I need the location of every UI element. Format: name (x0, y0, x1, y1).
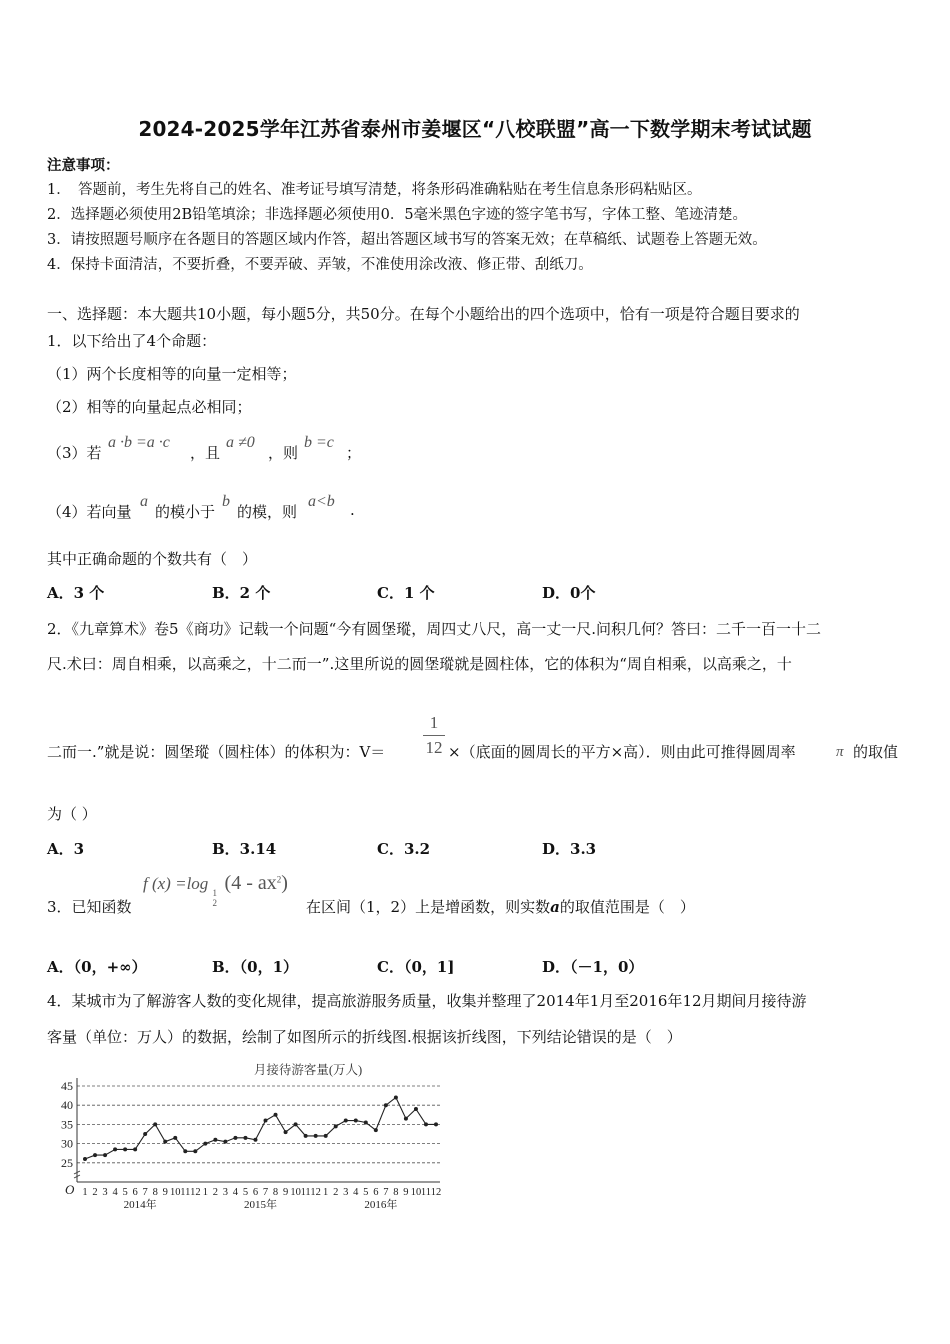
data-point (173, 1136, 177, 1140)
q1-proposition-3-text: ，且 (190, 444, 221, 462)
q1-formula-vector-b: b (222, 493, 230, 510)
q3-stem (306, 896, 695, 917)
q1-formula-equal: b =c (304, 434, 334, 451)
data-point (344, 1119, 348, 1123)
q2-pi-symbol: π (836, 744, 844, 760)
data-point (243, 1136, 247, 1140)
q2-fraction-numerator: 1 (429, 713, 439, 732)
q1-stem: 1．以下给出了4个命题： (47, 332, 217, 350)
data-point (354, 1119, 358, 1123)
notice-item: 2．选择题必须使用2B铅笔填涂；非选择题必须使用0．5毫米黑色字迹的签字笔书写，字体工整、笔迹清楚。 (47, 207, 748, 223)
q3-function-name: f (x) =log (143, 874, 209, 893)
q3-option-d[interactable]: D．（－1，0） (542, 958, 644, 976)
q1-proposition-2: （2）相等的向量起点必相同； (47, 398, 252, 416)
x-tick-label: 10 (290, 1187, 301, 1198)
data-point (324, 1134, 328, 1138)
year-label: 2015年 (244, 1199, 277, 1211)
x-tick-label: 8 (152, 1187, 158, 1198)
data-point (133, 1147, 137, 1151)
page-title: 2024-2025学年江苏省泰州市姜堰区“八校联盟”高一下数学期末考试试题 (138, 117, 812, 141)
q2-option-d[interactable]: D．3.3 (542, 840, 597, 858)
q2-line: 的取值 (853, 743, 899, 761)
x-tick-label: 10 (170, 1187, 181, 1198)
data-point (434, 1122, 438, 1126)
data-point (223, 1140, 227, 1144)
x-tick-label: 5 (242, 1187, 249, 1198)
data-point (404, 1117, 408, 1121)
y-tick-label: 30 (61, 1136, 73, 1151)
data-point (233, 1136, 237, 1140)
data-point (414, 1107, 418, 1111)
x-tick-label: 7 (383, 1187, 389, 1198)
data-point (203, 1142, 207, 1146)
q3-stem: 3．已知函数 (47, 898, 132, 916)
q2-fraction-denominator: 12 (425, 738, 443, 757)
q2-option-a[interactable]: A．3 (47, 840, 85, 858)
q1-formula-vector-a: a (140, 493, 148, 510)
x-tick-label: 10 (410, 1187, 422, 1198)
q3-log-argument: (4 - ax (224, 872, 277, 894)
notice-item: 4．保持卡面清洁，不要折叠，不要弄破、弄皱，不准使用涂改液、修正带、刮纸刀。 (47, 257, 593, 273)
q2-line: 二而一.”就是说：圆堡瑽（圆柱体）的体积为：V＝ (47, 743, 386, 761)
data-point (113, 1147, 117, 1151)
x-tick-label: 11 (300, 1187, 311, 1198)
q1-proposition-4-text: 的模，则 (237, 503, 298, 521)
data-point (314, 1134, 318, 1138)
data-point (183, 1149, 187, 1153)
q1-formula-less: a<b (308, 493, 335, 510)
q1-proposition-4-text: . (350, 501, 355, 519)
q2-option-c[interactable]: C．3.2 (377, 840, 431, 858)
x-tick-label: 3 (102, 1187, 108, 1198)
q2-line: ×（底面的圆周长的平方×高）．则由此可推得圆周率 (448, 743, 796, 761)
data-point (213, 1138, 217, 1142)
x-tick-label: 1 (82, 1187, 88, 1198)
x-tick-label: 7 (262, 1187, 269, 1198)
x-tick-label: 6 (132, 1187, 138, 1198)
data-point (93, 1153, 97, 1157)
q2-line: 尺.术曰：周自相乘，以高乘之，十二而一”.这里所说的圆堡瑽就是圆柱体，它的体积为“周自相乘，以高乘之，十 (47, 655, 792, 673)
q3-log-base-den: 2 (212, 898, 218, 908)
data-point (394, 1096, 398, 1100)
data-point (253, 1138, 257, 1142)
data-point (284, 1130, 288, 1134)
q3-exponent: 2 (276, 874, 282, 885)
x-tick-label: 2 (333, 1187, 339, 1198)
x-tick-label: 4 (232, 1187, 239, 1198)
q2-fraction-bar (423, 735, 445, 736)
q3-stem-part: 的取值范围是（ ） (559, 898, 695, 916)
x-tick-label: 6 (373, 1187, 379, 1198)
x-tick-label: 2 (92, 1187, 98, 1198)
q3-variable-a: a (550, 898, 560, 916)
q1-option-a[interactable]: A．3 个 (47, 584, 105, 602)
q4-line: 4．某城市为了解游客人数的变化规律，提高旅游服务质量，收集并整理了2014年1月至2016年12月期间月接待游 (47, 992, 807, 1010)
x-tick-label: 4 (353, 1187, 359, 1198)
x-tick-label: 12 (430, 1187, 442, 1198)
q1-proposition-4-text: （4）若向量 (47, 503, 132, 521)
notice-item: 3．请按照题号顺序在各题目的答题区域内作答，超出答题区域书写的答案无效；在草稿纸、试题卷上答题无效。 (47, 232, 767, 248)
chart-title: 月接待游客量(万人) (253, 1063, 363, 1077)
origin-label: O (65, 1182, 75, 1197)
q3-log-base (213, 888, 218, 908)
notice-item: 1． 答题前，考生先将自己的姓名、准考证号填写清楚，将条形码准确粘贴在考生信息条形码粘贴区。 (47, 182, 702, 198)
data-point (103, 1153, 107, 1157)
series-line (85, 1098, 436, 1160)
x-tick-label: 8 (272, 1187, 279, 1198)
notice-heading: 注意事项： (47, 157, 120, 174)
x-tick-label: 6 (252, 1187, 259, 1198)
q1-proposition-3-text: ，则 (268, 444, 299, 462)
data-point (294, 1122, 298, 1126)
x-tick-label: 11 (180, 1187, 191, 1198)
x-tick-label: 3 (222, 1187, 229, 1198)
q3-option-a[interactable]: A．（0，+∞） (47, 958, 147, 976)
q3-log-base-num: 1 (212, 888, 218, 898)
year-label: 2016年 (364, 1199, 398, 1211)
q3-stem-part: 在区间（1，2）上是增函数，则实数 (306, 898, 551, 916)
x-tick-label: 3 (343, 1187, 349, 1198)
q1-option-b[interactable]: B．2 个 (212, 584, 271, 602)
section-heading: 一、选择题：本大题共10小题，每小题5分，共50分。在每个小题给出的四个选项中，恰有一项是符合题目要求的 (47, 305, 800, 323)
q4-line: 客量（单位：万人）的数据，绘制了如图所示的折线图.根据该折线图，下列结论错误的是（ ） (47, 1028, 682, 1046)
y-tick-label: 35 (61, 1117, 73, 1132)
data-point (274, 1113, 278, 1117)
x-tick-label: 5 (122, 1187, 128, 1198)
x-tick-label: 12 (190, 1187, 201, 1198)
q1-proposition-3-text: ； (346, 444, 362, 462)
x-tick-label: 1 (323, 1187, 329, 1198)
q2-line: 2．《九章算术》卷5《商功》记载一个问题“今有圆堡瑽，周四丈八尺，高一丈一尺.问积几何？答曰：二千一百一十二 (47, 620, 822, 638)
data-point (153, 1122, 157, 1126)
data-point (264, 1119, 268, 1123)
q1-option-d[interactable]: D．0个 (542, 584, 596, 602)
q1-proposition-1: （1）两个长度相等的向量一定相等； (47, 365, 297, 383)
q1-proposition-4-text: 的模小于 (155, 503, 216, 521)
x-tick-label: 2 (212, 1187, 218, 1198)
x-tick-label: 4 (112, 1187, 118, 1198)
data-point (374, 1128, 378, 1132)
x-tick-label: 8 (393, 1187, 399, 1198)
q3-option-c[interactable]: C．（0，1] (377, 958, 455, 976)
q1-proposition-3-text: （3）若 (47, 444, 102, 462)
x-tick-label: 11 (420, 1187, 432, 1198)
data-point (364, 1120, 368, 1124)
y-tick-label: 40 (61, 1098, 73, 1113)
q1-question: 其中正确命题的个数共有（ ） (47, 550, 258, 568)
data-point (193, 1149, 197, 1153)
x-tick-label: 12 (310, 1187, 321, 1198)
q3-option-b[interactable]: B．（0，1） (212, 958, 299, 976)
q1-formula-dot-product: a ·b =a ·c (108, 434, 170, 451)
x-tick-label: 9 (403, 1187, 409, 1198)
x-tick-label: 1 (202, 1187, 208, 1198)
q2-fraction (423, 713, 445, 758)
data-point (163, 1140, 167, 1144)
data-point (334, 1124, 338, 1128)
data-point (384, 1103, 388, 1107)
y-tick-label: 45 (61, 1079, 73, 1093)
data-point (83, 1157, 87, 1161)
q1-option-c[interactable]: C．1 个 (377, 584, 435, 602)
q2-option-b[interactable]: B．3.14 (212, 840, 277, 858)
data-point (304, 1134, 308, 1138)
year-label: 2014年 (123, 1199, 157, 1211)
q3-log-argument-close: ) (281, 872, 288, 894)
tourist-line-chart (55, 1058, 455, 1213)
q3-function-formula (143, 872, 288, 908)
q2-line: 为（ ） (47, 805, 97, 823)
data-point (424, 1122, 428, 1126)
y-tick-label: 25 (61, 1155, 73, 1170)
x-tick-label: 9 (162, 1187, 168, 1198)
x-tick-label: 9 (282, 1187, 289, 1198)
x-tick-label: 5 (363, 1187, 369, 1198)
data-point (123, 1147, 127, 1151)
data-point (143, 1132, 147, 1136)
x-tick-label: 7 (142, 1187, 148, 1198)
q1-formula-nonzero: a ≠0 (226, 434, 255, 451)
